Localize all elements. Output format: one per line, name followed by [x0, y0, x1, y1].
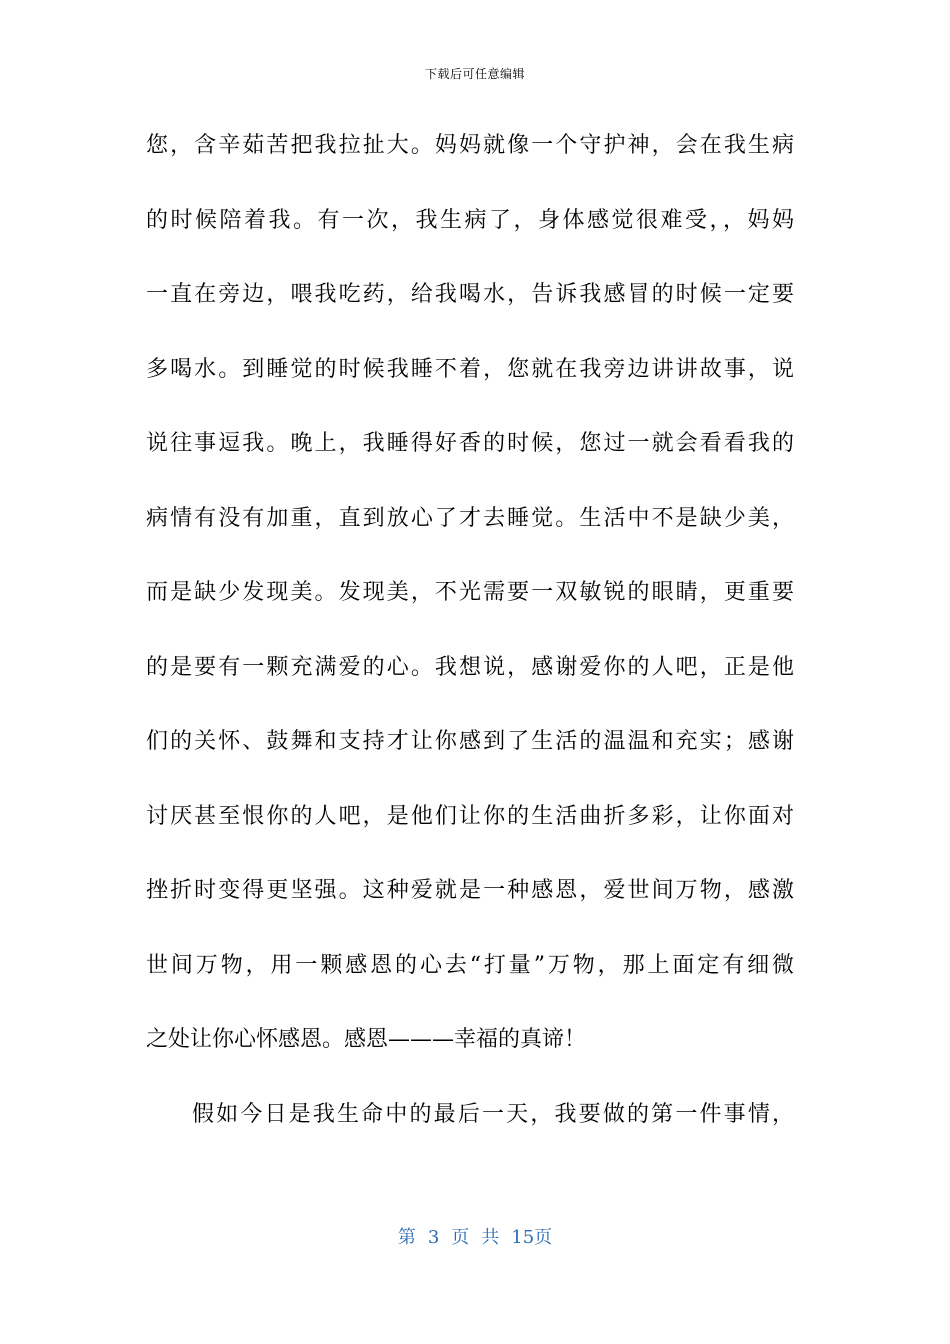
footer-page-label: 第 [397, 1227, 416, 1248]
document-body [146, 122, 794, 1165]
text-line: 挫折时变得更坚强。这种爱就是一种感恩，爱世间万物，感激 [146, 878, 794, 903]
text-line: 病情有没有加重，直到放心了才去睡觉。生活中不是缺少美， [146, 505, 794, 531]
text-line: 的时候陪着我。有一次，我生病了，身体感觉很难受，，妈妈 [146, 207, 794, 233]
text-line: 而是缺少发现美。发现美，不光需要一双敏锐的眼睛，更重要 [146, 580, 794, 605]
footer-page-unit: 页 [451, 1227, 470, 1248]
text-line: 您，含辛茹苦把我拉扯大。妈妈就像一个守护神，会在我生病 [146, 133, 794, 158]
page-header: 下载后可任意编辑 [424, 67, 525, 81]
text-line: 们的关怀、鼓舞和支持才让你感到了生活的温温和充实；感谢 [146, 729, 794, 754]
text-line: 多喝水。到睡觉的时候我睡不着，您就在我旁边讲讲故事，说 [146, 356, 794, 382]
text-line: 说往事逗我。晚上，我睡得好香的时候，您过一就会看看我的 [146, 431, 794, 456]
footer-current-page: 3 [427, 1227, 440, 1248]
text-line-paragraph-start: 假如今日是我生命中的最后一天，我要做的第一件事情， [192, 1101, 794, 1127]
text-line: 讨厌甚至恨你的人吧，是他们让你的生活曲折多彩，让你面对 [146, 803, 794, 829]
text-line: 的是要有一颗充满爱的心。我想说，感谢爱你的人吧，正是他 [146, 654, 794, 680]
text-line-paragraph-end: 之处让你心怀感恩。感恩———幸福的真谛！ [146, 1027, 587, 1052]
text-line: 世间万物，用一颗感恩的心去“打量”万物，那上面定有细微 [146, 952, 794, 978]
footer-total-label: 共 [481, 1227, 500, 1248]
text-line: 一直在旁边，喂我吃药，给我喝水，告诉我感冒的时候一定要 [146, 282, 794, 307]
page-footer [0, 1226, 950, 1250]
footer-total-pages: 15页 [511, 1227, 553, 1248]
